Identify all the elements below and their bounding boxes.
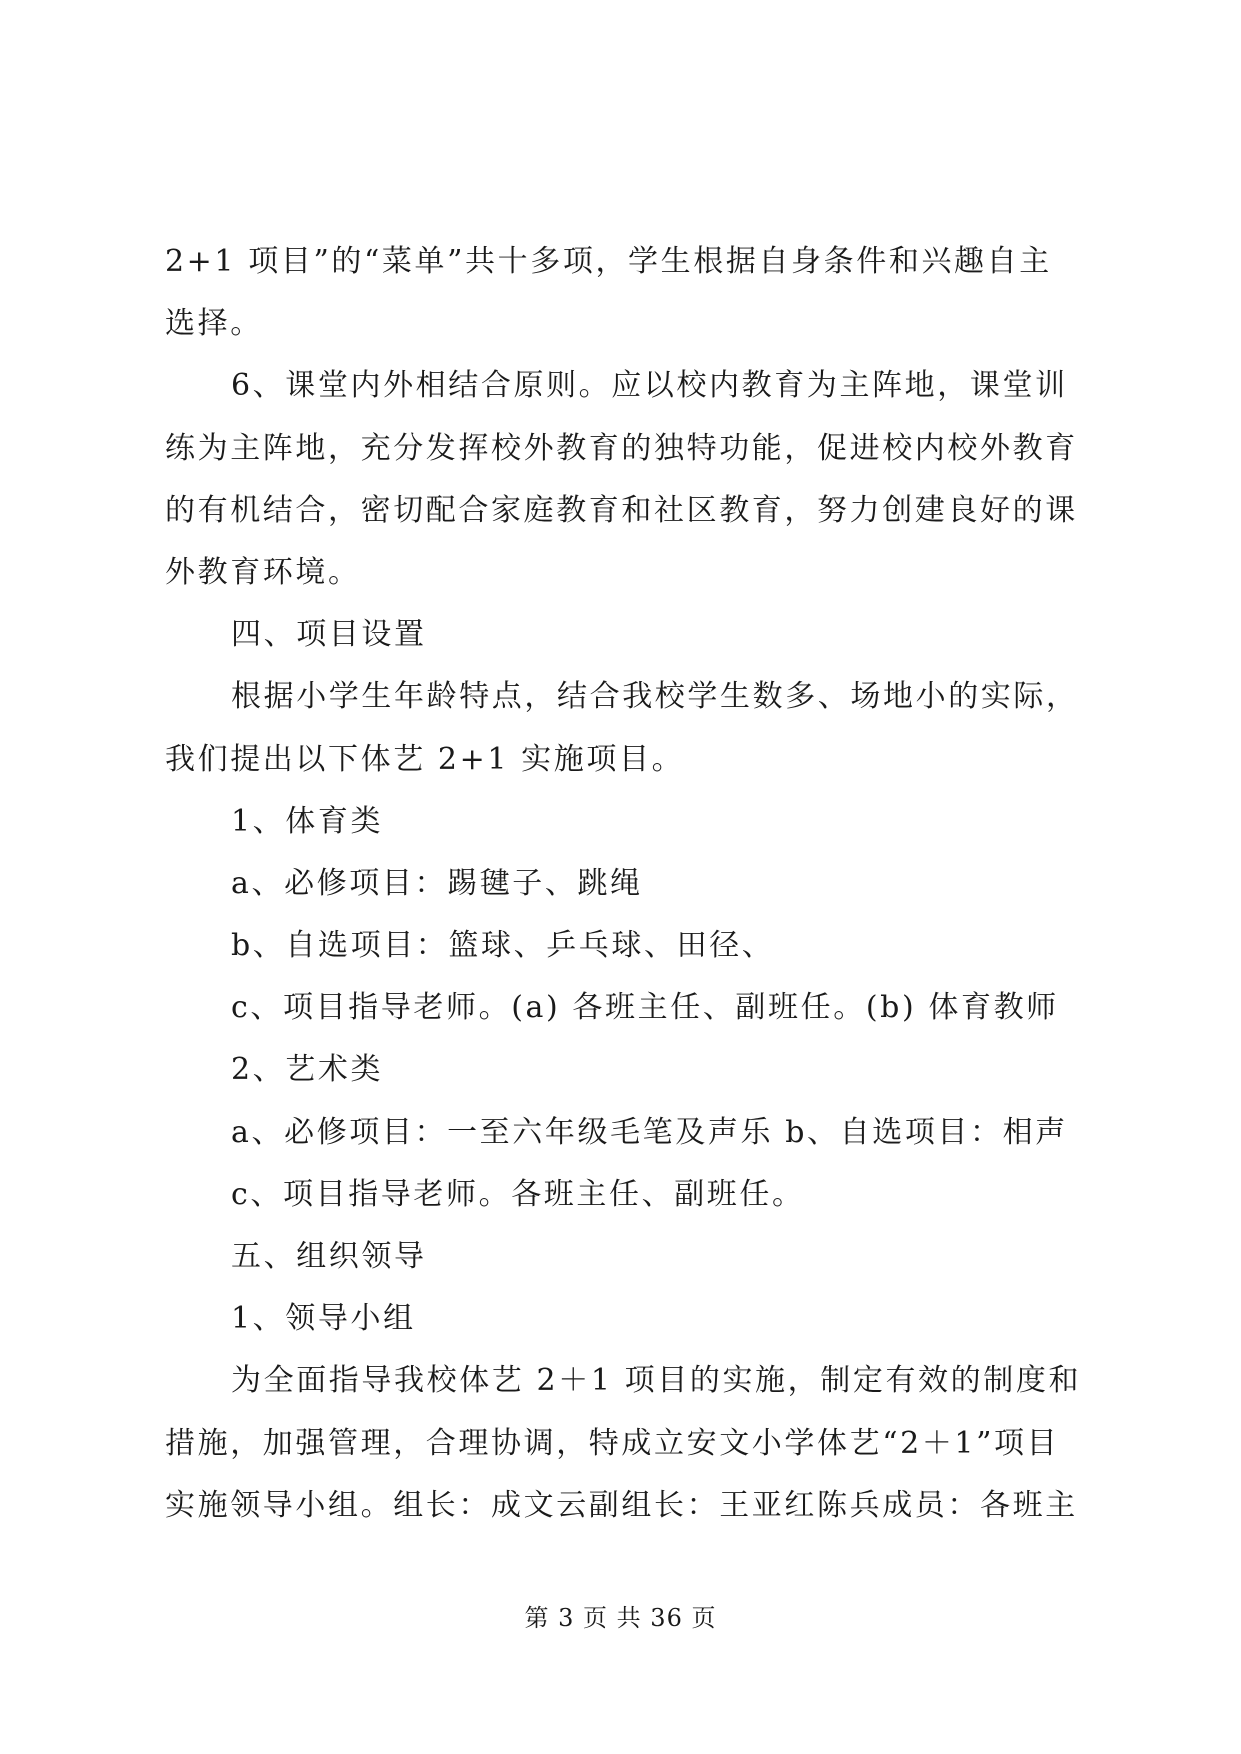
document-body	[165, 231, 1090, 1537]
text-line: 练为主阵地，充分发挥校外教育的独特功能，促进校内校外教育	[165, 430, 1078, 466]
text-line: 的有机结合，密切配合家庭教育和社区教育，努力创建良好的课	[165, 492, 1078, 528]
list-item: b、自选项目：篮球、乒乓球、田径、	[231, 928, 775, 964]
list-item: a、必修项目：踢毽子、跳绳	[231, 865, 643, 901]
text-line: 我们提出以下体艺 2+1 实施项目。	[165, 741, 685, 777]
section-heading: 五、组织领导	[231, 1239, 427, 1274]
text-line: 措施，加强管理，合理协调，特成立安文小学体艺“2＋1”项目	[165, 1425, 1060, 1461]
text-line: 6、课堂内外相结合原则。应以校内教育为主阵地，课堂训	[231, 368, 1068, 404]
text-line: 外教育环境。	[165, 554, 361, 590]
text-line: 2+1 项目”的“菜单”共十多项，学生根据自身条件和兴趣自主	[165, 244, 1052, 279]
list-item: a、必修项目：一至六年级毛笔及声乐 b、自选项目：相声	[231, 1114, 1068, 1150]
subsection-heading: 1、体育类	[231, 803, 384, 839]
subsection-heading: 1、领导小组	[231, 1301, 416, 1337]
subsection-heading: 2、艺术类	[231, 1052, 384, 1088]
text-line: 根据小学生年龄特点，结合我校学生数多、场地小的实际，	[231, 679, 1079, 715]
list-item: c、项目指导老师。各班主任、副班任。	[231, 1176, 805, 1212]
section-heading: 四、项目设置	[231, 617, 427, 653]
text-line: 实施领导小组。组长：成文云副组长：王亚红陈兵成员：各班主	[165, 1487, 1078, 1523]
list-item: c、项目指导老师。(a) 各班主任、副班任。(b) 体育教师	[231, 990, 1059, 1026]
text-line: 选择。	[165, 306, 263, 342]
page-number-footer: 第 3 页 共 36 页	[524, 1604, 717, 1632]
text-line: 为全面指导我校体艺 2＋1 项目的实施，制定有效的制度和	[231, 1363, 1082, 1399]
